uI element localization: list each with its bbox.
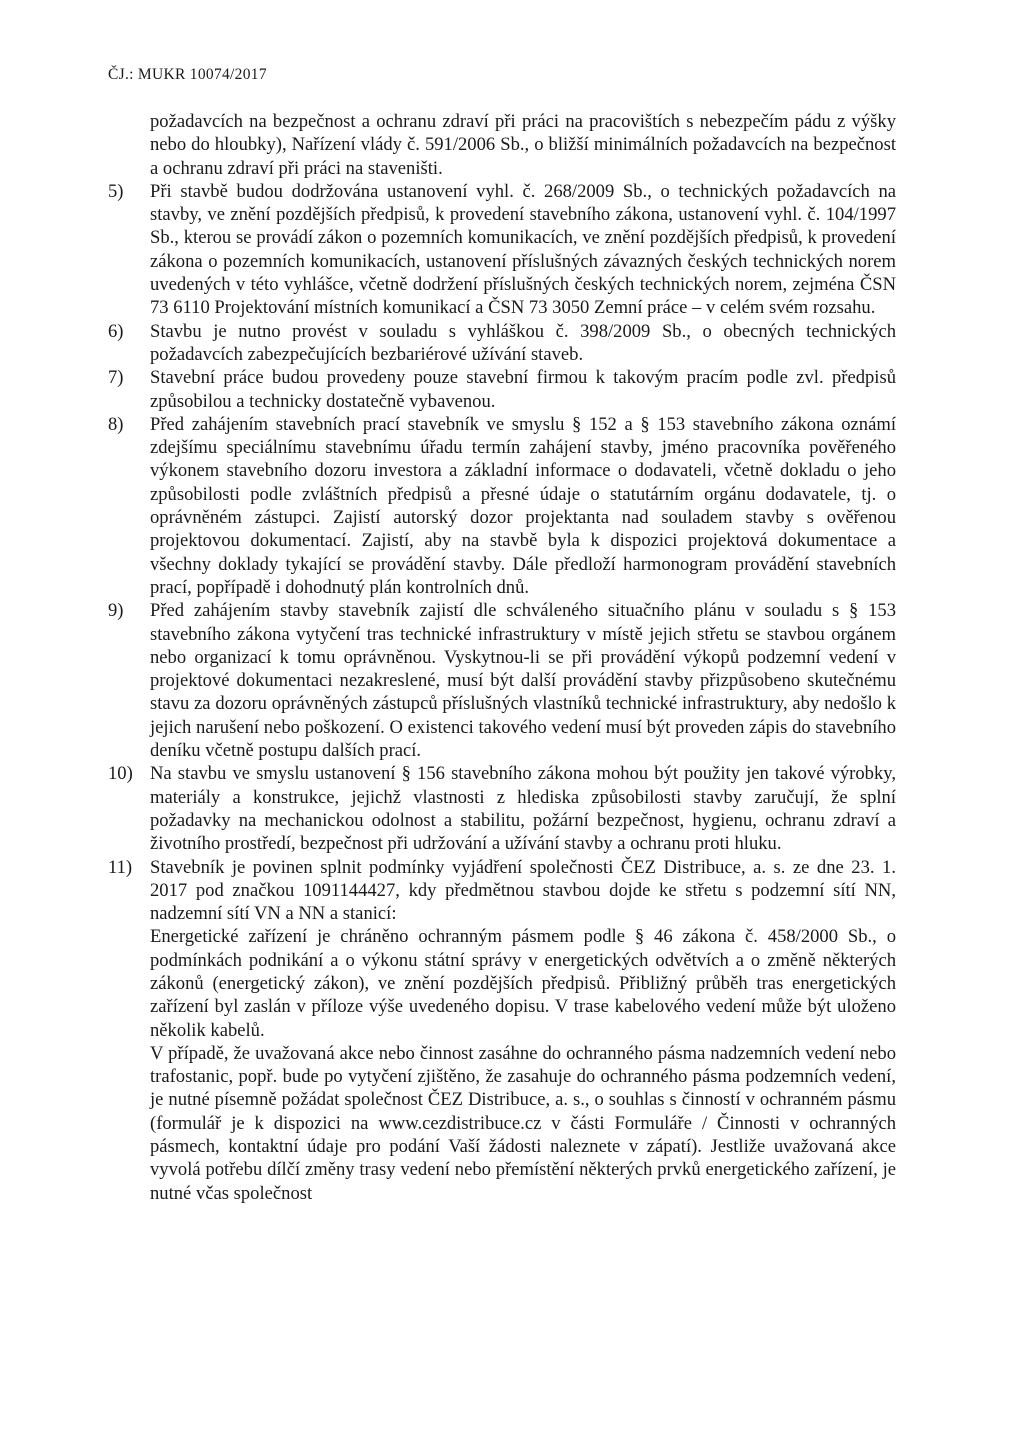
item-number: 11) [108,856,133,878]
item-text: Před zahájením stavebních prací stavebník ve smyslu § 152 a § 153 stavebního zákona oznámí zdejšímu speciálnímu stavebnímu úřadu termín zahájení stavby, jméno pracovníka pověřeného výkonem stavebního dozoru investora a základní informace o dodavateli, včetně dokladu o jeho způsobilosti podle zvláštních předpisů a přesné údaje o statutárním orgánu dodavatele, tj. o oprávněném zástupci. Zajistí autorský dozor projektanta nad souladem stavby s ověřenou projektovou dokumentací. Zajistí, aby na stavbě byla k dispozici projektová dokumentace a všechny doklady tykající se provádění stavby. Dále předloží harmonogram provádění stavebních prací, popřípadě i dohodnutý plán kontrolních dnů. [150,413,896,598]
reference-number: ČJ.: MUKR 10074/2017 [108,66,267,83]
list-item-8 [108,413,896,599]
list-item-10 [108,762,896,855]
item-text: Energetické zařízení je chráněno ochranným pásmem podle § 46 zákona č. 458/2000 Sb., o podmínkách podnikání a o výkonu státní správy v energetických odvětvích a o změně některých zákonů (energetický zákon), ve znění pozdějších předpisů. Přibližný průběh tras energetických zařízení byl zaslán v příloze výše uvedeného dopisu. V trase kabelového vedení může být uloženo několik kabelů. [150,926,896,1041]
item-text: Stavební práce budou provedeny pouze stavební firmou k takovým pracím podle zvl. předpisů způsobilou a technicky dostatečně vybavenou. [150,367,896,412]
item-number: 8) [108,413,124,435]
item-number: 6) [108,320,124,342]
item-number: 5) [108,180,124,202]
item-text: Stavebník je povinen splnit podmínky vyjádření společnosti ČEZ Distribuce, a. s. ze dne 23. 1. 2017 pod značkou 1091144427, kdy předmětnou stavbou dojde ke střetu s podzemní sítí NN, nadzemní sítí VN a NN a stanicí: [150,856,896,925]
item-text: Stavbu je nutno provést v souladu s vyhláškou č. 398/2009 Sb., o obecných technických požadavcích zabezpečujících bezbariérové užívání staveb. [150,320,896,365]
document-body [108,110,896,1205]
list-item-6 [108,320,896,367]
list-item-5 [108,180,896,320]
item-number: 9) [108,600,124,622]
list-item-11 [108,856,896,1205]
item-text: Při stavbě budou dodržována ustanovení vyhl. č. 268/2009 Sb., o technických požadavcích na stavby, ve znění pozdějších předpisů, k provedení stavebního zákona, ustanovení vyhl. č. 104/1997 Sb., kterou se provádí zákon o pozemních komunikacích, ve znění pozdějších předpisů, k provedení zákona o pozemních komunikacích, ustanovení příslušných závazných českých technických norem uvedených v této vyhlášce, včetně dodržení příslušných českých technických norem, zejména ČSN 73 6110 Projektování místních komunikací a ČSN 73 3050 Zemní práce – v celém svém rozsahu. [150,180,896,319]
list-item-9 [108,599,896,762]
item-text: V případě, že uvažovaná akce nebo činnost zasáhne do ochranného pásma nadzemních vedení nebo trafostanic, popř. bude po vytyčení zjištěno, že zasahuje do ochranného pásma podzemních vedení, je nutné písemně požádat společnost ČEZ Distribuce, a. s., o souhlas s činností v ochranném pásmu (formulář je k dispozici na www.cezdistribuce.cz v části Formuláře / Činnosti v ochranných pásmech, kontaktní údaje pro podání Vaší žádosti naleznete v zápatí). Jestliže uvažovaná akce vyvolá potřebu dílčí změny trasy vedení nebo přemístění některých prvků energetického zařízení, je nutné včas společnost [150,1042,896,1204]
list-item-7 [108,366,896,413]
intro-paragraph: požadavcích na bezpečnost a ochranu zdraví při práci na pracovištích s nebezpečím pádu z výšky nebo do hloubky), Nařízení vlády č. 591/2006 Sb., o bližší minimálních požadavcích na bezpečnost a ochranu zdraví při práci na staveništi. [150,111,896,179]
item-number: 7) [108,367,124,389]
item-text: Na stavbu ve smyslu ustanovení § 156 stavebního zákona mohou být použity jen takové výrobky, materiály a konstrukce, jejichž vlastnosti z hlediska způsobilosti stavby zaručují, že splní požadavky na mechanickou odolnost a stabilitu, požární bezpečnost, hygienu, ochranu zdraví a životního prostředí, bezpečnost při udržování a užívání stavby a ochranu proti hluku. [150,763,896,855]
item-number: 10) [108,763,133,785]
item-text: Před zahájením stavby stavebník zajistí dle schváleného situačního plánu v souladu s § 153 stavebního zákona vytyčení tras technické infrastruktury v místě jejich střetu se stavbou orgánem nebo organizací k tomu oprávněnou. Vyskytnou-li se při provádění výkopů podzemní vedení v projektové dokumentaci nezakreslené, musí být další provádění stavby přizpůsobeno skutečnému stavu za dozoru oprávněných zástupců příslušných vlastníků technické infrastruktury, aby nedošlo k jejich narušení nebo poškození. O existenci takového vedení musí být proveden zápis do stavebního deníku včetně postupu dalších prací. [150,600,896,762]
